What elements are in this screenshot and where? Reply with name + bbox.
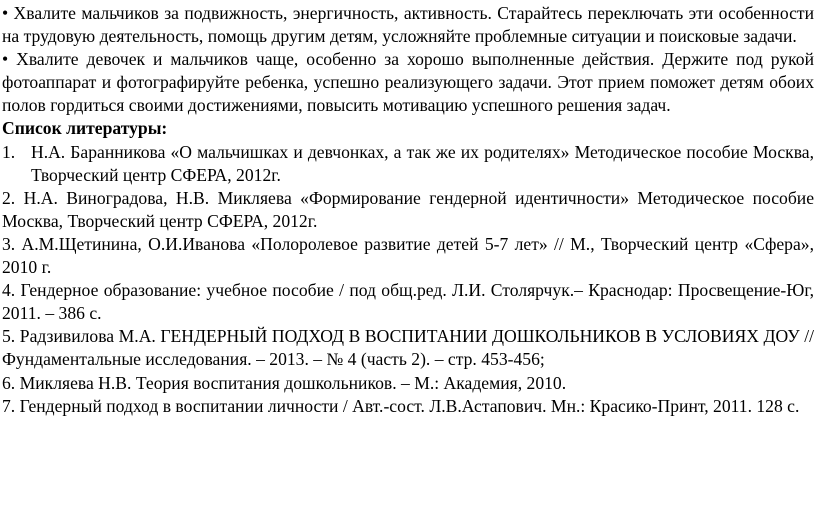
bibliography-item [2, 141, 814, 187]
bibliography-item-number: 2. [2, 187, 16, 208]
bibliography-item-text: Гендерное образование: учебное пособие / под общ.ред. Л.И. Столярчук.– Краснодар: Просвещение-Юг, 2011. – 386 с. [2, 280, 814, 324]
bibliography-item-number: 3. [2, 233, 16, 254]
bibliography-item-text: Н.А. Виноградова, Н.В. Микляева «Формирование гендерной идентичности» Методическое пособие Москва, Творческий центр СФЕРА, 2012г. [2, 187, 815, 231]
bibliography-item-text: Н.А. Баранникова «О мальчишках и девчонках, а так же их родителях» Методическое пособие Москва, Творческий центр СФЕРА, 2012г. [31, 141, 814, 185]
bibliography-item-number: 6. [2, 372, 16, 393]
paragraph-praise-boys: • Хвалите мальчиков за подвижность, энергичность, активность. Старайтесь переключать эти особенности на трудовую деятельность, помощь другим детям, усложняйте проблемные ситуации и поисковые задачи. [2, 3, 814, 47]
bibliography-item-text: Радзивилова М.А. ГЕНДЕРНЫЙ ПОДХОД В ВОСПИТАНИИ ДОШКОЛЬНИКОВ В УСЛОВИЯХ ДОУ // Фундаментальные исследования. – 2013. – № 4 (часть 2). – стр. 453-456; [2, 326, 814, 370]
bibliography-item-text: Гендерный подход в воспитании личности / Авт.-сост. Л.В.Астапович. Мн.: Красико-Принт, 2011. 128 с. [19, 395, 800, 416]
bibliography-item [2, 372, 814, 395]
bibliography-title: Список литературы: [2, 118, 168, 139]
bibliography-item [2, 395, 814, 418]
bibliography-item-text: А.М.Щетинина, О.И.Иванова «Полоролевое развитие детей 5-7 лет» // М., Творческий центр «Сфера», 2010 г. [2, 233, 814, 278]
bibliography-item-number: 4. [2, 280, 16, 301]
paragraph-praise-girls-boys: • Хвалите девочек и мальчиков чаще, особенно за хорошо выполненные действия. Держите под рукой фотоаппарат и фотографируйте ребенка, успешно реализующего задачи. Этот прием поможет детям обоих полов гордиться своими достижениями, повысить мотивацию успешного решения задач. [2, 49, 814, 116]
bibliography-item [2, 279, 814, 325]
bibliography-item-number: 1. [2, 141, 16, 162]
bibliography-item-text: Микляева Н.В. Теория воспитания дошкольников. – М.: Академия, 2010. [19, 372, 567, 393]
bibliography-item-number: 5. [2, 326, 16, 347]
bibliography-item-number: 7. [2, 395, 16, 416]
bibliography-item [2, 233, 814, 279]
bibliography-item [2, 325, 814, 371]
bibliography-item [2, 187, 814, 233]
